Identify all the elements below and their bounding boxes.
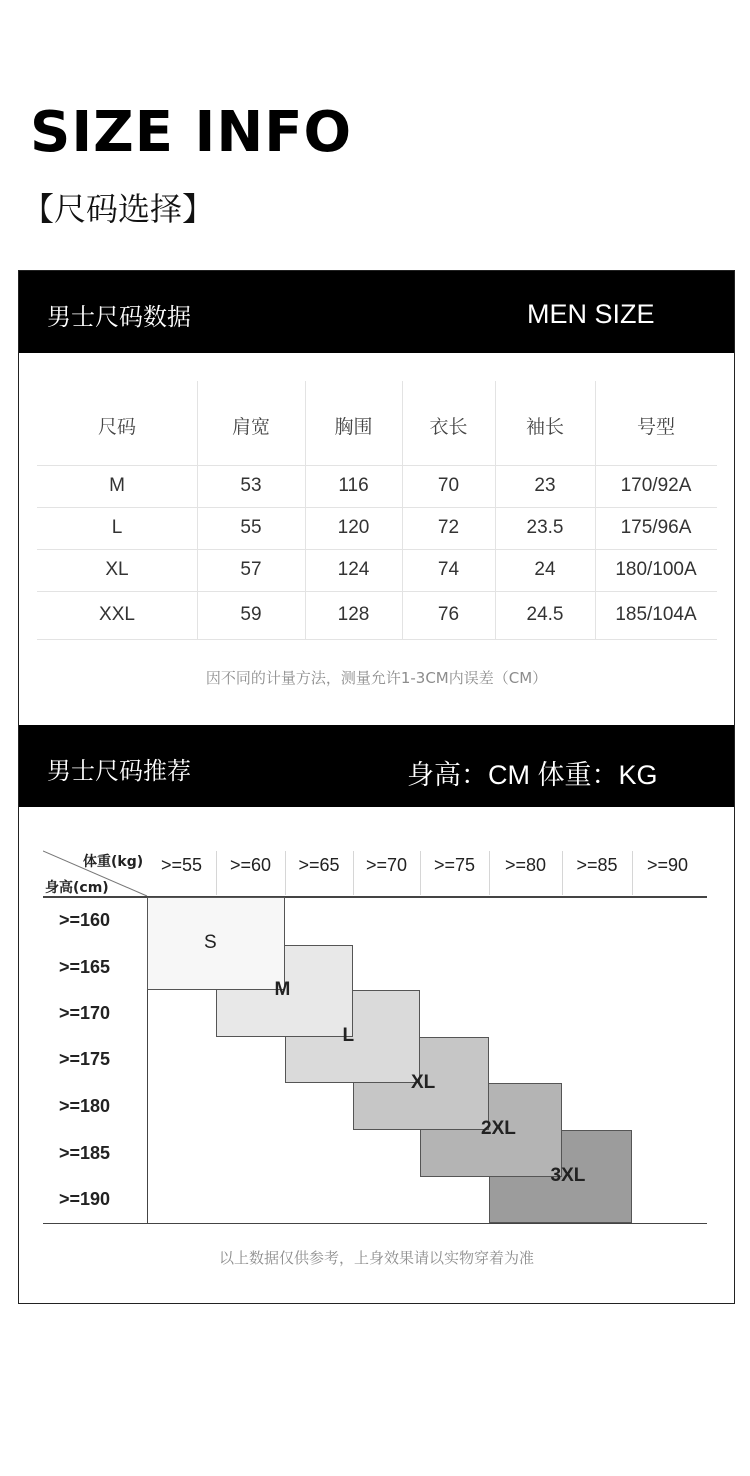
size-label: 3XL — [550, 1164, 586, 1186]
weight-label: >=70 — [365, 855, 408, 875]
table-cell: 23 — [534, 475, 556, 496]
table-cell: 72 — [437, 517, 460, 538]
table-cell: 76 — [437, 604, 460, 625]
table-cell: 128 — [337, 604, 370, 625]
size-recommend-header-bar — [19, 725, 734, 807]
table-cell: 185/104A — [615, 604, 697, 625]
height-label: >=190 — [59, 1189, 111, 1209]
weight-label: >=60 — [229, 855, 272, 875]
weight-label: >=75 — [433, 855, 476, 875]
table-cell: 23.5 — [526, 517, 564, 538]
page-subtitle: 【尺码选择】 — [22, 190, 215, 228]
height-label: >=180 — [59, 1095, 111, 1116]
weight-label: >=65 — [298, 855, 340, 875]
page-title: SIZE INFO — [30, 100, 353, 165]
table-cell: L — [111, 517, 123, 538]
table-cell: 57 — [240, 559, 262, 580]
height-label: >=165 — [59, 956, 111, 977]
size-label: S — [204, 931, 217, 953]
size-recommend-title: 男士尺码推荐 — [47, 757, 191, 785]
table-cell: 124 — [337, 559, 370, 580]
table-cell: 53 — [240, 475, 262, 496]
weight-axis-label: 体重(kg) — [83, 854, 144, 870]
table-cell: 116 — [338, 475, 369, 496]
size-label: L — [342, 1024, 355, 1046]
table-header-cell: 肩宽 — [231, 415, 270, 438]
header-divider — [43, 896, 707, 898]
table-cell: 24 — [534, 559, 556, 580]
table-cell: XXL — [99, 604, 135, 625]
size-label: M — [274, 979, 291, 1000]
reference-note: 以上数据仅供参考，上身效果请以实物穿着为准 — [218, 1249, 534, 1267]
size-data-title: 男士尺码数据 — [47, 303, 191, 331]
weight-label: >=85 — [576, 855, 618, 875]
table-cell: 180/100A — [615, 559, 697, 580]
table-header-cell: 袖长 — [525, 415, 564, 438]
table-header-cell: 胸围 — [334, 415, 373, 438]
table-cell: 55 — [240, 517, 262, 538]
size-table — [37, 381, 717, 641]
table-cell: 175/96A — [620, 517, 692, 538]
table-cell: 74 — [437, 559, 460, 580]
weight-label: >=55 — [160, 855, 203, 875]
table-cell: XL — [105, 559, 129, 580]
height-label: >=185 — [59, 1142, 111, 1163]
table-cell: M — [109, 475, 125, 496]
height-label: >=160 — [59, 910, 111, 930]
table-row-divider — [37, 639, 717, 640]
units-label: 身高：CM 体重：KG — [407, 760, 658, 790]
size-info-card — [18, 270, 735, 1304]
height-axis-label: 身高(cm) — [45, 880, 109, 896]
table-header-cell: 号型 — [636, 415, 675, 438]
size-recommend-chart — [43, 849, 707, 1229]
table-cell: 170/92A — [620, 475, 692, 496]
height-label: >=175 — [59, 1049, 111, 1069]
horizontal-axis — [43, 1223, 707, 1224]
table-cell: 59 — [240, 604, 262, 625]
size-label: 2XL — [481, 1118, 516, 1139]
table-cell: 120 — [337, 517, 370, 538]
height-label: >=170 — [59, 1002, 111, 1023]
table-cell: 70 — [437, 475, 460, 496]
table-cell: 24.5 — [526, 604, 564, 625]
table-header-cell: 尺码 — [97, 415, 136, 438]
weight-label: >=80 — [504, 855, 547, 875]
size-data-header-bar — [19, 271, 734, 353]
weight-label: >=90 — [646, 855, 689, 875]
measurement-note: 因不同的计量方法，测量允许1-3CM内误差（CM） — [205, 669, 548, 687]
size-label: XL — [411, 1071, 436, 1093]
men-size-label: MEN SIZE — [527, 299, 655, 329]
table-header-cell: 衣长 — [429, 415, 468, 438]
weight-column-divider — [489, 851, 490, 895]
